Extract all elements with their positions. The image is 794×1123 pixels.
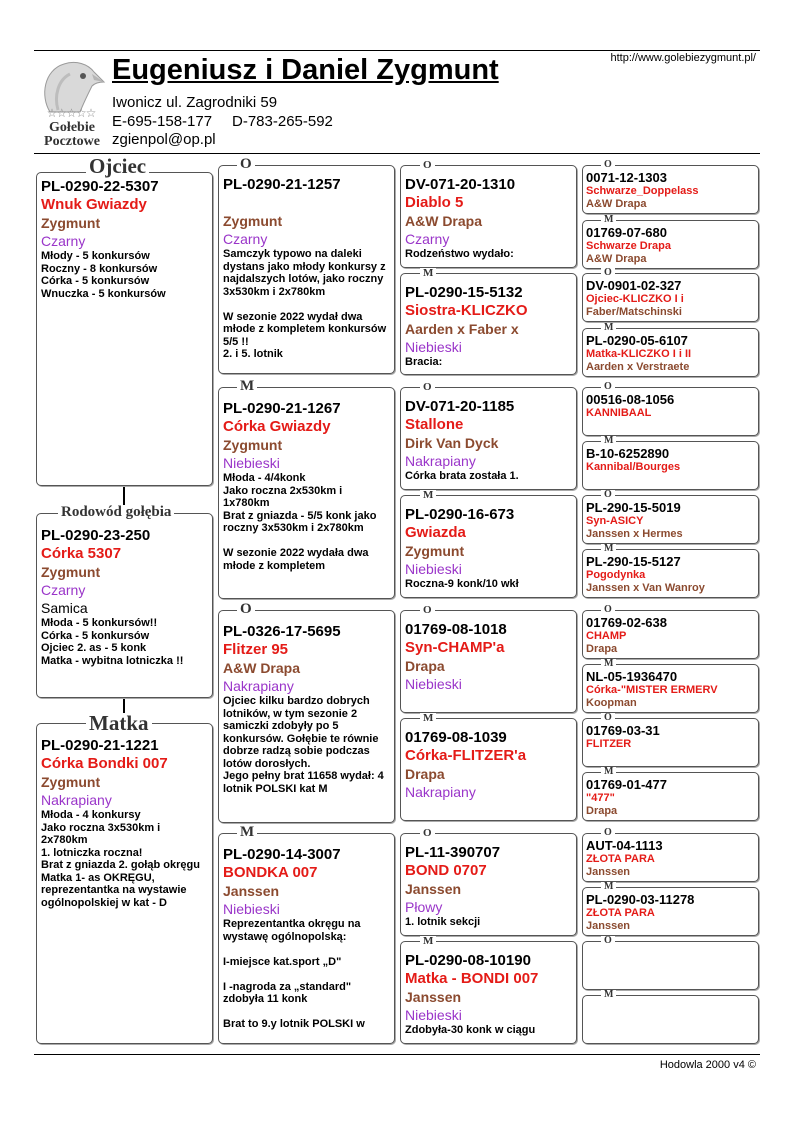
pigeon-name: FLITZER — [586, 738, 632, 750]
sex-tag: M — [601, 323, 616, 333]
maternal-grandfather-card — [218, 610, 395, 823]
pigeon-name: Syn-ASICY — [586, 515, 644, 527]
breeder: Zygmunt — [405, 543, 465, 559]
pigeon-name: Matka-KLICZKO I i II — [586, 348, 692, 360]
logo-stars: ☆☆☆☆☆ — [46, 106, 96, 120]
color: Niebieski — [405, 676, 462, 692]
notes: Roczna-9 konk/10 wkł — [405, 578, 519, 590]
color: Nakrapiany — [41, 792, 112, 808]
sex-tag: O — [601, 490, 615, 500]
color: Płowy — [405, 899, 443, 915]
email[interactable]: zgienpol@op.pl — [112, 131, 216, 148]
breeder: Janssen — [405, 989, 462, 1005]
pigeon-name: Kannibal/Bourges — [586, 461, 681, 473]
sex-tag: M — [420, 936, 436, 947]
logo-label-1: Gołebie — [49, 120, 95, 135]
sex-tag: M — [420, 268, 436, 279]
pigeon-name: Ojciec-KLICZKO I i — [586, 293, 684, 305]
phone-2: D-783-265-592 — [232, 113, 333, 130]
ring-number: 00516-08-1056 — [586, 392, 675, 407]
sex-tag: O — [601, 713, 615, 723]
great-grandparent-card — [400, 941, 577, 1044]
breeder: Dirk Van Dyck — [405, 435, 499, 451]
sex-tag: O — [420, 605, 435, 616]
breeder: Aarden x Faber x — [405, 321, 519, 337]
ring-number: DV-071-20-1310 — [405, 176, 516, 193]
notes: Reprezentantka okręgu na wystawę ogólnopolską: I-miejsce kat.sport „D" I -nagroda za „standard" zdobyła 11 konk Brat to 9.y lotnik POLSKI w — [223, 918, 365, 1030]
pigeon-name: Flitzer 95 — [223, 641, 289, 658]
sex: Samica — [41, 600, 88, 616]
ring-number: PL-11-390707 — [405, 844, 501, 861]
great-great-grandparent-card — [582, 220, 759, 269]
paternal-grandfather-tag: O — [237, 157, 255, 172]
ring-number: PL-0290-22-5307 — [41, 178, 159, 195]
pigeon-name: CHAMP — [586, 630, 627, 642]
sex-tag: O — [601, 382, 615, 392]
great-grandparent-card — [400, 833, 577, 936]
breeder: Janssen — [223, 883, 280, 899]
great-great-grandparent-card — [582, 772, 759, 821]
sex-tag: M — [601, 544, 616, 554]
color: Czarny — [41, 582, 86, 598]
mother-card — [36, 723, 213, 1044]
breeder: Drapa — [405, 766, 445, 782]
pigeon-name: Schwarze_Doppelass — [586, 185, 699, 197]
notes: Młoda - 4 konkursy Jako roczna 3x530km i 2x780km 1. lotniczka roczna! Brat z gniazda 2. gołąb okręgu Matka 1- as OKRĘGU, reprezentantka na wystawie ogólnopolskiej w kat - D — [41, 809, 200, 909]
notes: Córka brata została 1. — [405, 470, 519, 482]
sex-tag: M — [601, 659, 616, 669]
pigeon-name: ZŁOTA PARA — [586, 907, 655, 919]
pigeon-name: KANNIBAAL — [586, 407, 652, 419]
great-great-grandparent-card — [582, 549, 759, 598]
ring-number: 01769-08-1018 — [405, 621, 507, 638]
breeder: Drapa — [405, 658, 445, 674]
notes: Młoda - 4/4konk Jako roczna 2x530km i 1x780km Brat z gniazda - 5/5 konk jako roczny 3x530km i 2x780km W sezonie 2022 wydała dwa młode z kompletem — [223, 472, 377, 572]
great-great-grandparent-card — [582, 610, 759, 659]
color: Niebieski — [223, 455, 280, 471]
notes: Samczyk typowo na daleki dystans jako młody konkursy z najdalszych lotów, jako roczny 3x530km i 2x780km W sezonie 2022 wydał dwa młode z kompletem konkursów 5/5 !! 2. i 5. lotnik — [223, 248, 387, 360]
breeder: A&W Drapa — [586, 198, 647, 210]
great-great-grandparent-card — [582, 165, 759, 214]
color: Czarny — [41, 233, 86, 249]
breeder-title: Eugeniusz i Daniel Zygmunt — [112, 54, 499, 86]
paternal-grandmother-card — [218, 387, 395, 599]
great-great-grandparent-card — [582, 995, 759, 1044]
breeder: Zygmunt — [41, 774, 101, 790]
great-grandparent-card — [400, 165, 577, 268]
ring-number: 0071-12-1303 — [586, 170, 667, 185]
sex-tag: O — [601, 268, 615, 278]
ring-number: 01769-02-638 — [586, 615, 667, 630]
sex-tag: O — [601, 605, 615, 615]
footer-rule — [34, 1054, 760, 1055]
sex-tag: M — [420, 490, 436, 501]
pigeon-name: Matka - BONDI 007 — [405, 970, 539, 987]
ring-number: 01769-08-1039 — [405, 729, 507, 746]
maternal-grandmother-card — [218, 833, 395, 1044]
pigeon-card — [36, 513, 213, 698]
paternal-grandmother-tag: M — [237, 379, 257, 394]
color: Nakrapiany — [405, 784, 476, 800]
ring-number: PL-290-15-5019 — [586, 500, 681, 515]
notes: Rodzeństwo wydało: — [405, 248, 514, 260]
sex-tag: M — [601, 767, 616, 777]
breeder: Zygmunt — [41, 215, 101, 231]
great-grandparent-card — [400, 718, 577, 821]
great-grandparent-card — [400, 273, 577, 375]
top-rule — [34, 50, 760, 51]
pigeon-name: Pogodynka — [586, 569, 646, 581]
ring-number: PL-0290-16-673 — [405, 506, 515, 523]
ring-number: PL-0290-14-3007 — [223, 846, 341, 863]
breeder: Janssen x Hermes — [586, 528, 683, 540]
ring-number: PL-0290-15-5132 — [405, 284, 523, 301]
sex-tag: O — [420, 382, 435, 393]
ring-number: DV-0901-02-327 — [586, 278, 682, 293]
sex-tag: M — [601, 990, 616, 1000]
ring-number: PL-0290-21-1221 — [41, 737, 159, 754]
breeder: Zygmunt — [223, 213, 283, 229]
notes: Zdobyła-30 konk w ciągu — [405, 1024, 536, 1036]
ring-number: 01769-01-477 — [586, 777, 667, 792]
sex-tag: M — [601, 215, 616, 225]
address: Iwonicz ul. Zagrodniki 59 — [112, 94, 278, 111]
ring-number: PL-290-15-5127 — [586, 554, 681, 569]
great-great-grandparent-card — [582, 495, 759, 544]
pigeon-name: Córka Gwiazdy — [223, 418, 331, 435]
pigeon-name: ZŁOTA PARA — [586, 853, 655, 865]
breeder: Drapa — [586, 643, 618, 655]
father-tag: Ojciec — [86, 156, 149, 177]
breeder: Zygmunt — [41, 564, 101, 580]
ring-number: PL-0326-17-5695 — [223, 623, 341, 640]
pigeon-name: Córka-FLITZER'a — [405, 747, 527, 764]
notes: Bracia: — [405, 356, 443, 368]
sex-tag: O — [601, 160, 615, 170]
ring-number: PL-0290-05-6107 — [586, 333, 688, 348]
logo-label-2: Pocztowe — [44, 134, 100, 149]
pigeon-name: BOND 0707 — [405, 862, 487, 879]
ring-number: AUT-04-1113 — [586, 838, 663, 853]
ring-number: PL-0290-08-10190 — [405, 952, 531, 969]
pigeon-name: Córka-"MISTER ERMERV — [586, 684, 718, 696]
sex-tag: M — [601, 882, 616, 892]
breeder: Aarden x Verstraete — [586, 361, 690, 373]
pigeon-tag: Rodowód gołębia — [58, 505, 174, 520]
sex-tag: O — [420, 160, 435, 171]
sex-tag: O — [420, 828, 435, 839]
breeder: Koopman — [586, 697, 637, 709]
maternal-grandfather-tag: O — [237, 602, 255, 617]
color: Niebieski — [405, 1007, 462, 1023]
great-great-grandparent-card — [582, 718, 759, 767]
color: Niebieski — [405, 561, 462, 577]
ring-number: B-10-6252890 — [586, 446, 670, 461]
ring-number: PL-0290-23-250 — [41, 527, 151, 544]
pigeon-name: Gwiazda — [405, 524, 466, 541]
great-great-grandparent-card — [582, 441, 759, 490]
pigeon-name: Syn-CHAMP'a — [405, 639, 505, 656]
ring-number: NL-05-1936470 — [586, 669, 678, 684]
pigeon-name — [223, 194, 390, 212]
breeder: Janssen — [586, 920, 631, 932]
father-card — [36, 172, 213, 486]
great-great-grandparent-card — [582, 273, 759, 322]
sex-tag: O — [601, 936, 615, 946]
ring-number: 01769-07-680 — [586, 225, 667, 240]
breeder: Drapa — [586, 805, 618, 817]
notes: Ojciec kilku bardzo dobrych lotników, w tym sezonie 2 samiczki zdobyły po 5 konkursów. Gołębie te równie dobrze radzą sobie podczas lotów dorosłych. Jego pełny brat 11658 wydał: 4 lotnik POLSKI kat M — [223, 695, 384, 795]
great-grandparent-card — [400, 495, 577, 598]
mother-tag: Matka — [86, 713, 152, 734]
sex-tag: M — [420, 713, 436, 724]
notes: Młody - 5 konkursów Roczny - 8 konkursów Córka - 5 konkursów Wnuczka - 5 konkursów — [41, 250, 166, 300]
breeder: A&W Drapa — [223, 660, 301, 676]
sex-tag: O — [601, 828, 615, 838]
website-link[interactable]: http://www.golebiezygmunt.pl/ — [610, 52, 756, 64]
great-great-grandparent-card — [582, 887, 759, 936]
pigeon-name: Schwarze Drapa — [586, 240, 671, 252]
pigeon-name: Stallone — [405, 416, 464, 433]
great-great-grandparent-card — [582, 833, 759, 882]
great-great-grandparent-card — [582, 664, 759, 713]
color: Czarny — [223, 231, 268, 247]
great-great-grandparent-card — [582, 387, 759, 436]
ring-number: 01769-03-31 — [586, 723, 660, 738]
color: Nakrapiany — [405, 453, 476, 469]
pigeon-name: Córka 5307 — [41, 545, 122, 562]
phone-1: E-695-158-177 — [112, 113, 213, 130]
software-credit: Hodowla 2000 v4 © — [659, 1059, 756, 1071]
paternal-grandfather-card — [218, 165, 395, 374]
great-grandparent-card — [400, 610, 577, 713]
breeder: A&W Drapa — [405, 213, 483, 229]
ring-number: PL-0290-21-1257 — [223, 176, 341, 193]
pigeon-name: Diablo 5 — [405, 194, 464, 211]
notes: 1. lotnik sekcji — [405, 916, 481, 928]
color: Niebieski — [223, 901, 280, 917]
color: Czarny — [405, 231, 450, 247]
great-great-grandparent-card — [582, 941, 759, 990]
breeder: Janssen — [405, 881, 462, 897]
notes: Młoda - 5 konkursów!! Córka - 5 konkursów Ojciec 2. as - 5 konk Matka - wybitna lotniczka !! — [41, 617, 184, 667]
breeder: Janssen — [586, 866, 631, 878]
ring-number: PL-0290-03-11278 — [586, 892, 695, 907]
breeder: A&W Drapa — [586, 253, 647, 265]
ring-number: DV-071-20-1185 — [405, 398, 515, 415]
color: Niebieski — [405, 339, 462, 355]
pigeon-name: Wnuk Gwiazdy — [41, 196, 147, 213]
pigeon-name: Córka Bondki 007 — [41, 755, 168, 772]
great-grandparent-card — [400, 387, 577, 490]
color: Nakrapiany — [223, 678, 294, 694]
great-great-grandparent-card — [582, 328, 759, 377]
pigeon-name: "477" — [586, 792, 615, 804]
pigeon-name: Siostra-KLICZKO — [405, 302, 528, 319]
maternal-grandmother-tag: M — [237, 825, 257, 840]
pigeon-name: BONDKA 007 — [223, 864, 318, 881]
ring-number: PL-0290-21-1267 — [223, 400, 341, 417]
sex-tag: M — [601, 436, 616, 446]
breeder: Janssen x Van Wanroy — [586, 582, 705, 594]
breeder: Faber/Matschinski — [586, 306, 682, 318]
breeder: Zygmunt — [223, 437, 283, 453]
